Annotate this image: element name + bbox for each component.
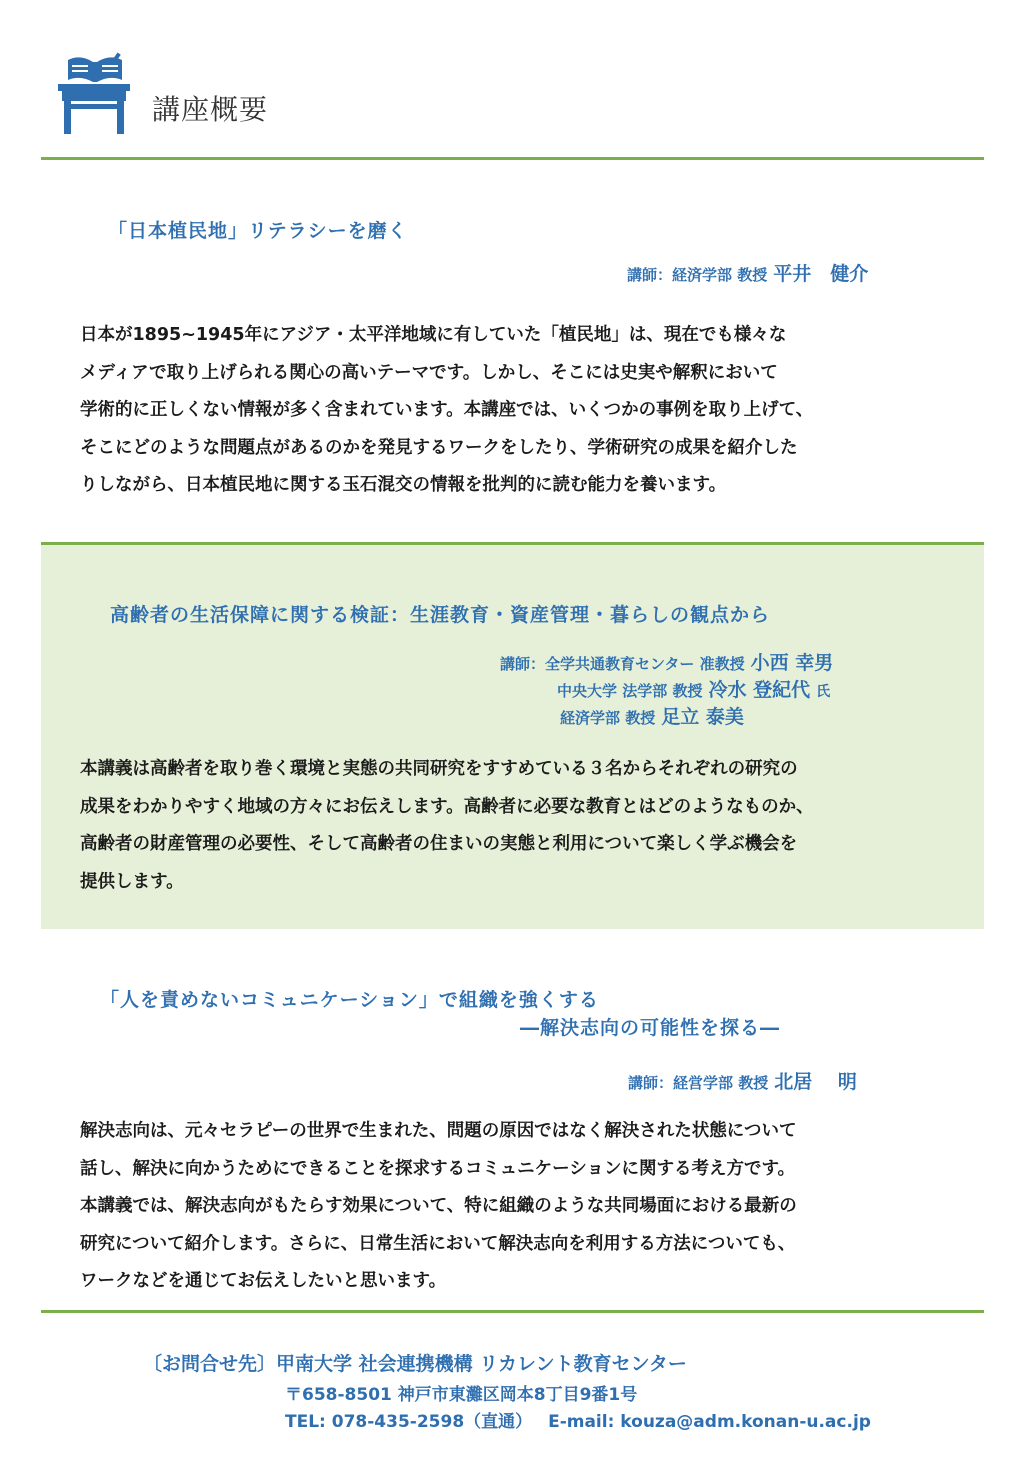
lecturer-name: 小西 幸男 bbox=[750, 652, 834, 674]
lecture-3-title: 「人を責めないコミュニケーション」で組織を強くする bbox=[100, 989, 599, 1011]
divider bbox=[41, 157, 984, 160]
lecture-1-description bbox=[80, 317, 955, 505]
contact-email[interactable]: E-mail: kouza@adm.konan-u.ac.jp bbox=[548, 1412, 871, 1432]
lecturer-name: 冷水 登紀代 bbox=[708, 679, 811, 701]
lecturer-affiliation: 経済学部 教授 bbox=[560, 709, 656, 727]
description-line: 高齢者の財産管理の必要性、そして高齢者の住まいの実態と利用について楽しく学ぶ機会を bbox=[80, 834, 798, 854]
lecture-2-lecturer-1 bbox=[500, 648, 833, 675]
lecturer-name: 北居 明 bbox=[774, 1071, 857, 1093]
lecturer-affiliation: 経営学部 教授 bbox=[673, 1074, 769, 1092]
description-line: そこにどのような問題点があるのかを発見するワークをしたり、学術研究の成果を紹介した bbox=[80, 437, 798, 458]
contact-phone-email bbox=[285, 1407, 871, 1432]
lecturer-honorific: 氏 bbox=[816, 684, 831, 700]
description-line: 提供します。 bbox=[80, 871, 184, 892]
lecturer-prefix: 講師： bbox=[628, 1074, 674, 1092]
description-line: 本講義は高齢者を取り巻く環境と実態の共同研究をすすめている３名からそれぞれの研究の bbox=[80, 759, 798, 779]
lecture-2-description bbox=[80, 751, 955, 901]
lecturer-name: 足立 泰美 bbox=[661, 706, 744, 728]
contact-label: 〔お問合せ先〕 bbox=[143, 1353, 277, 1375]
description-line: ワークなどを通じてお伝えしたいと思います。 bbox=[80, 1271, 447, 1291]
description-line: 本講義では、解決志向がもたらす効果について、特に組織のような共同場面における最新の bbox=[80, 1196, 797, 1216]
description-line: メディアで取り上げられる関心の高いテーマです。しかし、そこには史実や解釈において bbox=[80, 362, 778, 383]
lecture-1-lecturer bbox=[627, 259, 868, 286]
description-line: 日本が1895~1945年にアジア・太平洋地域に有していた「植民地」は、現在でも様々な bbox=[80, 325, 787, 345]
lecturer-affiliation: 中央大学 法学部 教授 bbox=[557, 682, 703, 700]
lecture-3-subtitle: ―解決志向の可能性を探る― bbox=[520, 1017, 781, 1039]
description-line: りしながら、日本植民地に関する玉石混交の情報を批判的に読む能力を養います。 bbox=[80, 475, 727, 495]
divider bbox=[41, 1310, 984, 1313]
lecturer-name: 平井 健介 bbox=[773, 263, 869, 285]
book-on-desk-icon bbox=[56, 52, 132, 136]
contact-phone: TEL: 078-435-2598（直通） bbox=[285, 1412, 533, 1432]
lecturer-prefix: 講師： bbox=[627, 266, 673, 284]
lecture-1-title: 「日本植民地」リテラシーを磨く bbox=[108, 220, 408, 242]
contact-address: 〒658-8501 神戸市東灘区岡本8丁目9番1号 bbox=[285, 1385, 638, 1405]
page-header bbox=[56, 52, 976, 142]
lecture-2-lecturer-3 bbox=[560, 702, 744, 729]
contact-heading bbox=[143, 1349, 687, 1376]
description-line: 研究について紹介します。さらに、日常生活において解決志向を利用する方法についても、 bbox=[80, 1233, 796, 1254]
lecturer-affiliation: 全学共通教育センター 准教授 bbox=[545, 655, 745, 673]
description-line: 話し、解決に向かうためにできることを探求するコミュニケーションに関する考え方です。 bbox=[80, 1158, 796, 1179]
description-line: 解決志向は、元々セラピーの世界で生まれた、問題の原因ではなく解決された状態について bbox=[80, 1121, 797, 1141]
lecture-3-lecturer bbox=[628, 1067, 857, 1094]
lecture-2-lecturer-2 bbox=[557, 675, 830, 702]
lecturer-affiliation: 経済学部 教授 bbox=[672, 266, 768, 284]
contact-organization: 甲南大学 社会連携機構 リカレント教育センター bbox=[276, 1353, 687, 1375]
lecture-2-title: 高齢者の生活保障に関する検証：生涯教育・資産管理・暮らしの観点から bbox=[110, 604, 771, 626]
description-line: 学術的に正しくない情報が多く含まれています。本講座では、いくつかの事例を取り上げて、 bbox=[80, 400, 814, 420]
lecture-3-description bbox=[80, 1113, 955, 1301]
description-line: 成果をわかりやすく地域の方々にお伝えします。高齢者に必要な教育とはどのようなものか、 bbox=[80, 796, 814, 817]
page-title: 講座概要 bbox=[152, 93, 269, 126]
lecturer-prefix: 講師： bbox=[500, 655, 546, 673]
